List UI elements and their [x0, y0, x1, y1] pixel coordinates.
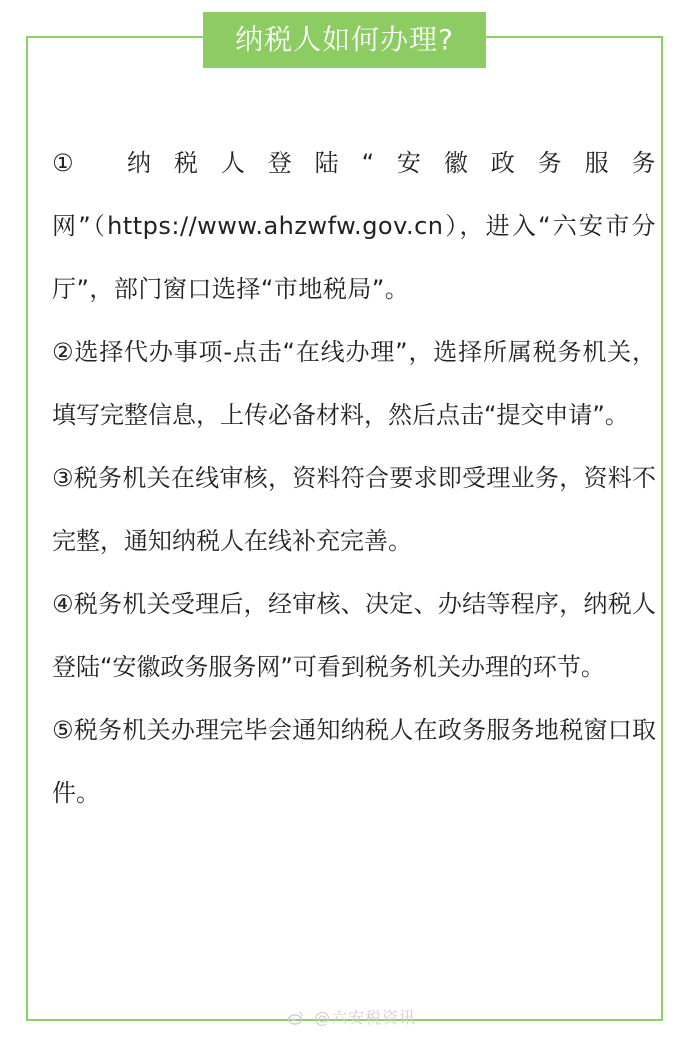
steps-list: [52, 132, 656, 825]
step-4: ④税务机关受理后，经审核、决定、办结等程序，纳税人登陆“安徽政务服务网”可看到税务机关办理的环节。: [52, 590, 656, 681]
step-5: ⑤税务机关办理完毕会通知纳税人在政务服务地税窗口取件。: [52, 716, 656, 807]
page-title: 纳税人如何办理?: [203, 12, 486, 68]
step-1: ① 纳税人登陆“安徽政务服务网”（https://www.ahzwfw.gov.cn），进入“六安市分厅”，部门窗口选择“市地税局”。: [52, 149, 656, 303]
watermark: [288, 1005, 416, 1028]
weibo-icon: [288, 1010, 304, 1024]
step-2: ②选择代办事项-点击“在线办理”，选择所属税务机关，填写完整信息，上传必备材料，然后点击“提交申请”。: [52, 338, 656, 429]
step-3: ③税务机关在线审核，资料符合要求即受理业务，资料不完整，通知纳税人在线补充完善。: [52, 464, 656, 555]
watermark-text: @六安税资讯: [314, 1008, 417, 1027]
